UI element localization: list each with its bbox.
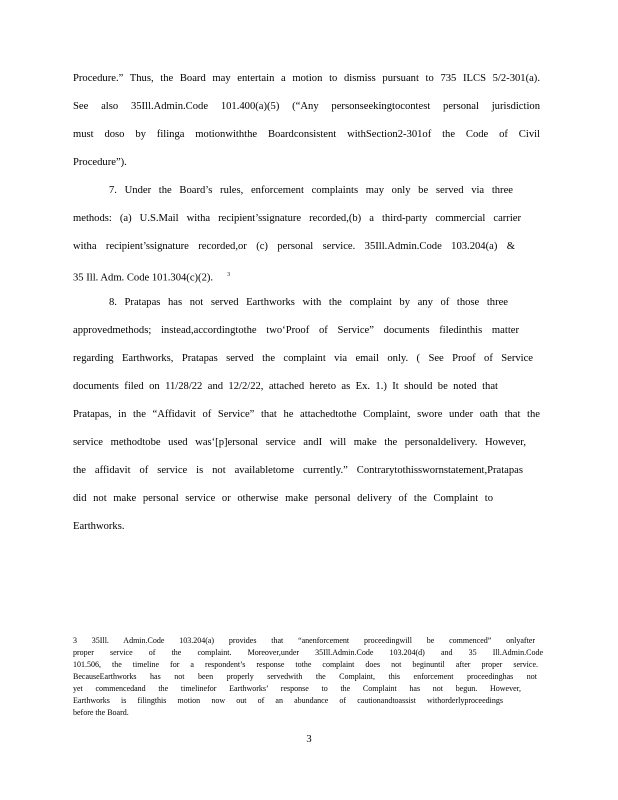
body-line-17: Earthworks. — [73, 521, 125, 532]
footnote-line-5: yet commencedand the timelinefor Earthworks’ response to the Complaint has not begun. However, — [73, 684, 521, 693]
body-line-15: the affidavit of service is not availabletome currently.” Contrarytothisswornstatement,Pratapas — [73, 465, 523, 476]
body-line-3: must doso by filinga motionwiththe Boardconsistent withSection2-301of the Code of Civil — [73, 129, 540, 140]
body-line-13: Pratapas, in the “Affidavit of Service” that he attachedtothe Complaint, swore under oath that the — [73, 409, 540, 420]
footnote-line-7: before the Board. — [73, 708, 129, 717]
body-line-8-text: 35 Ill. Adm. Code 101.304(c)(2). — [73, 272, 214, 284]
body-line-14: service methodtobe used was‘[p]ersonal service andI will make the personaldelivery. However, — [73, 437, 526, 448]
body-line-9: 8. Pratapas has not served Earthworks with the complaint by any of those three — [109, 297, 508, 308]
body-line-4: Procedure”). — [73, 157, 127, 168]
body-line-16: did not make personal service or otherwise make personal delivery of the Complaint to — [73, 493, 493, 504]
body-line-10: approvedmethods; instead,accordingtothe two‘Proof of Service” documents filedinthis matter — [73, 325, 519, 336]
body-line-5: 7. Under the Board’s rules, enforcement complaints may only be served via three — [109, 185, 513, 196]
footnote-line-6: Earthworks is filingthis motion now out of an abundance of cautionandtoassist withorderlyproceedings — [73, 696, 503, 705]
body-line-8 — [73, 268, 540, 286]
body-line-7: witha recipient’ssignature recorded,or (c) personal service. 35Ill.Admin.Code 103.204(a) & — [73, 241, 515, 252]
page-number: 3 — [306, 734, 312, 745]
footnote-reference-mark: 3 — [227, 272, 231, 278]
footnote-line-4: BecauseEarthworks has not been properly servedwith the Complaint, this enforcement proceedinghas not — [73, 672, 537, 681]
body-line-6: methods: (a) U.S.Mail witha recipient’ssignature recorded,(b) a third-party commercial carrier — [73, 213, 521, 224]
body-line-1: Procedure.” Thus, the Board may entertain a motion to dismiss pursuant to 735 ILCS 5/2-301(a). — [73, 73, 540, 84]
footnote-line-1: 3 35Ill. Admin.Code 103.204(a) provides that “anenforcement proceedingwill be commenced” onlyafter — [73, 636, 535, 645]
body-line-11: regarding Earthworks, Pratapas served the complaint via email only. ( See Proof of Service — [73, 353, 533, 364]
body-line-12: documents filed on 11/28/22 and 12/2/22, attached hereto as Ex. 1.) It should be noted that — [73, 381, 498, 392]
body-line-2: See also 35Ill.Admin.Code 101.400(a)(5) (“Any personseekingtocontest personal jurisdiction — [73, 101, 540, 112]
footnote-line-3: 101.506, the timeline for a respondent’s response tothe complaint does not beginuntil after proper service. — [73, 660, 538, 669]
footnote-line-2: proper service of the complaint. Moreover,under 35Ill.Admin.Code 103.204(d) and 35 Ill.Admin.Code — [73, 648, 543, 657]
